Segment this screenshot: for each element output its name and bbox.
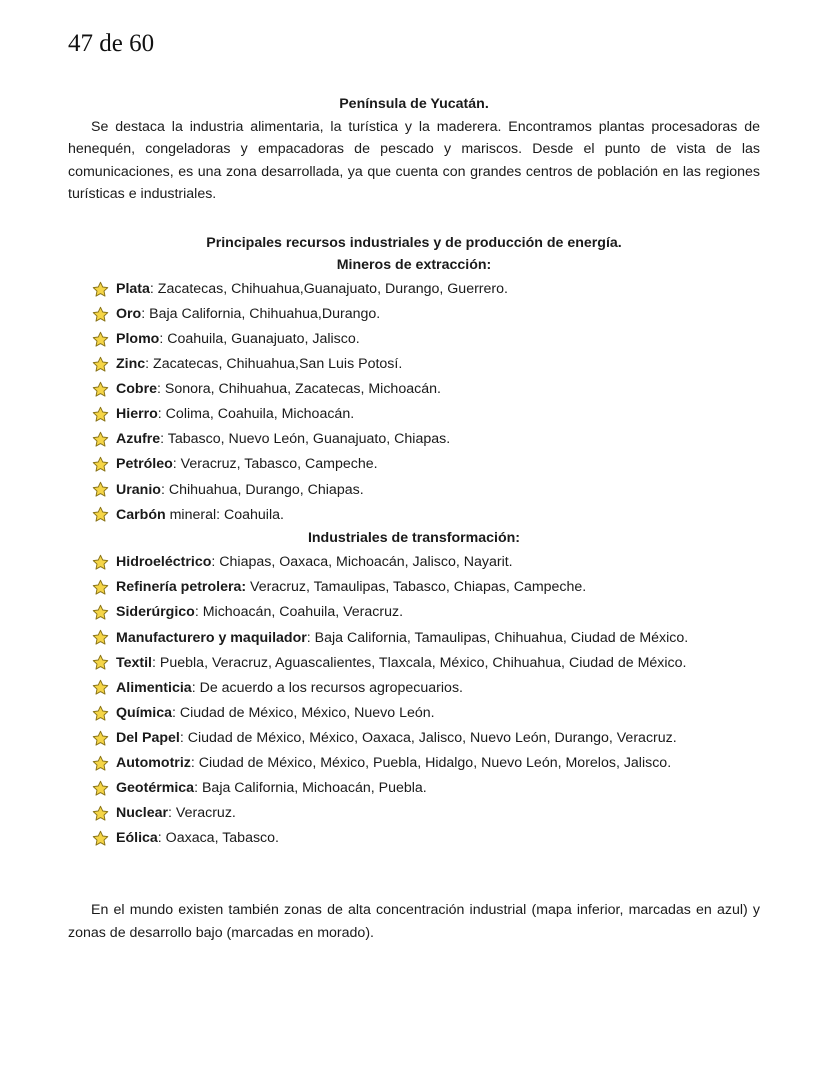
- mining-item-detail: : Baja California, Chihuahua,Durango.: [141, 305, 381, 322]
- mining-item-name: Carbón: [116, 506, 166, 523]
- industrial-item-detail: : Ciudad de México, México, Nuevo León.: [171, 704, 435, 721]
- industrial-item-name: Manufacturero y maquilador: [116, 629, 307, 646]
- industrial-item-name: Refinería petrolera:: [116, 579, 247, 596]
- industrial-item: [92, 625, 760, 650]
- mining-item-detail: : Tabasco, Nuevo León, Guanajuato, Chiapas.: [160, 431, 451, 448]
- mining-item-name: Plata: [116, 280, 150, 297]
- mining-item-detail: : Chihuahua, Durango, Chiapas.: [160, 481, 364, 498]
- star-icon: [92, 830, 109, 847]
- star-icon: [92, 554, 109, 571]
- star-icon: [92, 406, 109, 423]
- mining-item: [92, 277, 760, 302]
- industrial-item-detail: : Puebla, Veracruz, Aguascalientes, Tlaxcala, México, Chihuahua, Ciudad de México.: [152, 654, 687, 671]
- mining-item: [92, 352, 760, 377]
- mining-item-name: Plomo: [116, 330, 160, 347]
- star-icon: [92, 381, 109, 398]
- industrial-item-detail: : Ciudad de México, México, Puebla, Hidalgo, Nuevo León, Morelos, Jalisco.: [190, 754, 672, 771]
- industrial-item-name: Hidroeléctrico: [116, 554, 212, 571]
- industrial-item: [92, 675, 760, 700]
- star-icon: [92, 579, 109, 596]
- star-icon: [92, 730, 109, 747]
- document-body: [68, 93, 760, 944]
- industrial-item-detail: : De acuerdo a los recursos agropecuarios.: [191, 679, 463, 696]
- mining-item: [92, 327, 760, 352]
- star-icon: [92, 755, 109, 772]
- industrial-item: [92, 701, 760, 726]
- industrial-item-name: Automotriz: [116, 754, 191, 771]
- mining-item-name: Petróleo: [116, 456, 173, 473]
- subsection-title-industrial: Industriales de transformación:: [307, 530, 521, 547]
- star-icon: [92, 456, 109, 473]
- mining-item: [92, 302, 760, 327]
- industrial-item: [92, 726, 760, 751]
- industrial-item: [92, 801, 760, 826]
- mining-item-detail: : Zacatecas, Chihuahua,San Luis Potosí.: [145, 356, 403, 373]
- industrial-item: [92, 550, 760, 575]
- mining-item-detail: : Zacatecas, Chihuahua,Guanajuato, Durango, Guerrero.: [149, 280, 508, 297]
- industrial-item: [92, 650, 760, 675]
- industrial-item-detail: : Chiapas, Oaxaca, Michoacán, Jalisco, Nayarit.: [211, 554, 513, 571]
- page-number: 47 de 60: [68, 30, 155, 57]
- section-title-yucatan: Península de Yucatán.: [339, 96, 489, 112]
- star-icon: [92, 654, 109, 671]
- mining-item-detail: : Sonora, Chihuahua, Zacatecas, Michoacán.: [157, 381, 441, 398]
- industrial-item: [92, 826, 760, 851]
- industrial-item-detail: : Oaxaca, Tabasco.: [157, 830, 279, 847]
- industrial-item: [92, 575, 760, 600]
- industrial-item-name: Siderúrgico: [116, 604, 195, 621]
- industrial-item: [92, 600, 760, 625]
- mining-item-name: Cobre: [116, 381, 157, 398]
- industrial-item-name: Del Papel: [116, 729, 180, 746]
- star-icon: [92, 506, 109, 523]
- mining-item: [92, 377, 760, 402]
- star-icon: [92, 306, 109, 323]
- industrial-item-detail: : Baja California, Michoacán, Puebla.: [194, 780, 427, 797]
- mining-item-detail: : Coahuila, Guanajuato, Jalisco.: [159, 330, 360, 347]
- industrial-item-name: Geotérmica: [116, 780, 195, 797]
- mining-item-name: Uranio: [116, 481, 161, 498]
- mining-item: [92, 452, 760, 477]
- star-icon: [92, 356, 109, 373]
- mining-item-detail: : Veracruz, Tabasco, Campeche.: [172, 456, 378, 473]
- industrial-list: [68, 550, 760, 851]
- industrial-item-name: Eólica: [116, 830, 158, 847]
- mining-item: [92, 427, 760, 452]
- star-icon: [92, 331, 109, 348]
- industrial-item-detail: Veracruz, Tamaulipas, Tabasco, Chiapas, Campeche.: [246, 579, 587, 596]
- star-icon: [92, 679, 109, 696]
- star-icon: [92, 780, 109, 797]
- mining-item-detail: : Colima, Coahuila, Michoacán.: [157, 406, 355, 423]
- star-icon: [92, 431, 109, 448]
- industrial-item-detail: : Michoacán, Coahuila, Veracruz.: [194, 604, 404, 621]
- paragraph-yucatan: Se destaca la industria alimentaria, la turística y la maderera. Encontramos plantas procesadoras de henequén, congeladoras y empacadoras de pescado y mariscos. Desde el punto de vista de las comunicaciones, es una zona desarrollada, ya que cuenta con grandes centros de población en las regiones turísticas e industriales.: [68, 118, 760, 202]
- star-icon: [92, 281, 109, 298]
- star-icon: [92, 705, 109, 722]
- star-icon: [92, 604, 109, 621]
- industrial-item-name: Química: [116, 704, 172, 721]
- mining-item-detail: mineral: Coahuila.: [165, 506, 284, 523]
- mining-item: [92, 402, 760, 427]
- mining-item-name: Zinc: [116, 356, 146, 373]
- star-icon: [92, 805, 109, 822]
- industrial-item-detail: : Baja California, Tamaulipas, Chihuahua, Ciudad de México.: [306, 629, 689, 646]
- industrial-item-detail: : Veracruz.: [168, 805, 236, 822]
- subsection-title-mining: Mineros de extracción:: [336, 257, 492, 273]
- mining-list: [68, 277, 760, 528]
- mining-item: [92, 477, 760, 502]
- mining-item-name: Azufre: [116, 431, 161, 448]
- industrial-item-name: Alimenticia: [116, 679, 192, 696]
- industrial-item: [92, 776, 760, 801]
- star-icon: [92, 629, 109, 646]
- mining-item-name: Oro: [116, 305, 142, 322]
- section-title-resources: Principales recursos industriales y de producción de energía.: [206, 234, 622, 251]
- star-icon: [92, 481, 109, 498]
- industrial-item-name: Textil: [116, 654, 153, 671]
- mining-item-name: Hierro: [116, 406, 158, 423]
- industrial-item-detail: : Ciudad de México, México, Oaxaca, Jalisco, Nuevo León, Durango, Veracruz.: [179, 729, 677, 746]
- paragraph-world: En el mundo existen también zonas de alta concentración industrial (mapa inferior, marcadas en azul) y zonas de desarrollo bajo (marcadas en morado).: [68, 902, 760, 941]
- industrial-item-name: Nuclear: [116, 805, 169, 822]
- industrial-item: [92, 751, 760, 776]
- mining-item: [92, 502, 760, 527]
